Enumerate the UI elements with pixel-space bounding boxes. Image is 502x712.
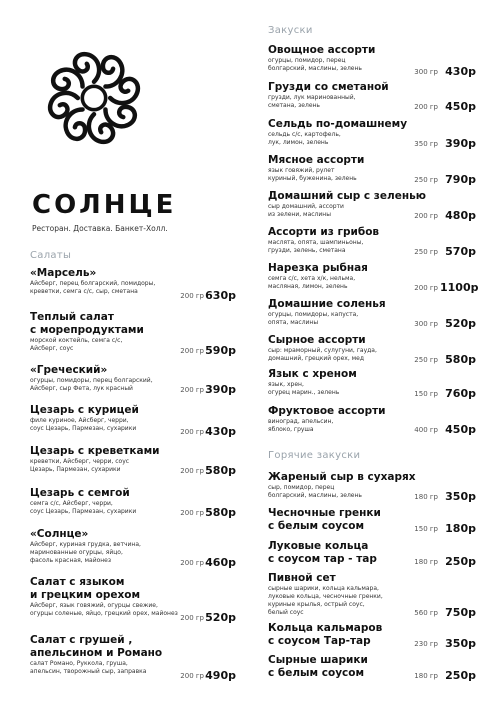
item-desc: опята, маслины (268, 319, 319, 327)
item-desc: семга с/с, хета х/к, нельма, (268, 275, 356, 283)
menu-item (268, 118, 476, 152)
item-weight: 150 гр (414, 390, 438, 398)
item-name: Язык с хреном (268, 368, 357, 380)
item-name: Цезарь с курицей (30, 404, 139, 416)
item-name: Домашние соленья (268, 298, 386, 310)
item-desc: масляная, лимон, зелень (268, 283, 348, 291)
menu-item (30, 487, 242, 525)
menu-item (268, 81, 476, 115)
item-name-line2: с морепродуктами (30, 324, 144, 337)
item-price: 390р (445, 137, 476, 150)
item-name: Грузди со сметаной (268, 81, 389, 93)
item-price: 460р (205, 556, 236, 569)
brand-block (28, 28, 228, 233)
item-weight: 350 гр (414, 140, 438, 148)
item-desc: Айсберг, язык говяжий, огурцы свежие, (30, 602, 158, 610)
item-desc: соус Цезарь, Пармезан, сухарики (30, 508, 137, 516)
item-weight: 400 гр (414, 426, 438, 434)
item-desc: салат Романо, Руккола, груша, (30, 660, 128, 668)
section-title-hot-snacks: Горячие закуски (268, 450, 361, 461)
item-desc: огурцы, помидор, перец (268, 57, 346, 65)
item-weight: 200 гр (180, 347, 204, 355)
item-weight: 200 гр (180, 467, 204, 475)
item-name: «Греческий» (30, 364, 108, 376)
item-weight: 300 гр (414, 320, 438, 328)
item-name-line2: апельсином и Романо (30, 647, 163, 660)
item-desc: огурцы, помидоры, перец болгарский, (30, 377, 153, 385)
item-name-line2: с белым соусом (268, 520, 365, 533)
item-desc: сырные шарики, кольца кальмара, (268, 585, 379, 593)
item-desc: лук, лимон, зелень (268, 139, 329, 147)
item-price: 580р (205, 464, 236, 477)
item-desc: креветки, семга с/с, сыр, сметана (30, 288, 138, 296)
menu-item (268, 507, 476, 537)
item-desc: сметана, зелень (268, 102, 320, 110)
item-price: 1100р (440, 281, 479, 294)
item-name-line2: с соусом Тар-тар (268, 635, 371, 648)
item-weight: 200 гр (180, 614, 204, 622)
menu-item (268, 226, 476, 260)
item-weight: 200 гр (414, 212, 438, 220)
item-weight: 250 гр (414, 356, 438, 364)
menu-item (268, 622, 476, 652)
item-desc: Айсберг, сыр Фета, лук красный (30, 385, 133, 393)
item-price: 760р (445, 387, 476, 400)
item-price: 390р (205, 383, 236, 396)
item-name: Луковые кольца (268, 540, 369, 552)
item-desc: куриные крылья, острый соус, (268, 601, 365, 609)
item-price: 580р (205, 506, 236, 519)
item-name: Ассорти из грибов (268, 226, 380, 238)
item-price: 430р (205, 425, 236, 438)
menu-item (268, 334, 476, 368)
item-desc: сыр, помидор, перец (268, 484, 335, 492)
item-desc: домашний, грецкий орех, мед (268, 355, 365, 363)
item-weight: 230 гр (414, 640, 438, 648)
item-price: 430р (445, 65, 476, 78)
section-title-salads: Салаты (30, 250, 72, 261)
item-price: 250р (445, 555, 476, 568)
item-desc: семга с/с, Айсберг, черри, (30, 500, 113, 508)
menu-item (268, 654, 476, 684)
menu-item (268, 190, 476, 224)
menu-item (268, 471, 476, 505)
item-weight: 200 гр (180, 292, 204, 300)
item-name: Домашний сыр с зеленью (268, 190, 426, 202)
item-desc: Айсберг, соус (30, 345, 74, 353)
item-weight: 560 гр (414, 609, 438, 617)
item-name: Салат с грушей , (30, 634, 133, 646)
item-price: 450р (445, 100, 476, 113)
item-desc: луковые кольца, чесночные гренки, (268, 593, 383, 601)
menu-item (30, 311, 242, 361)
menu-item (30, 634, 242, 684)
menu-item (268, 298, 476, 332)
item-name: «Марсель» (30, 267, 97, 279)
menu-item (30, 576, 242, 626)
item-desc: огурец марин., зелень (268, 389, 340, 397)
item-name: Чесночные гренки (268, 507, 381, 519)
item-desc: сельдь с/с, картофель, (268, 131, 341, 139)
item-desc: Айсберг, перец болгарский, помидоры, (30, 280, 156, 288)
menu-item (30, 267, 242, 305)
item-desc: виноград, апельсин, (268, 418, 334, 426)
item-name-line2: с белым соусом (268, 667, 365, 680)
item-desc: маринованные огурцы, яйцо, (30, 549, 123, 557)
item-desc: креветки, Айсберг, черри, соус (30, 458, 130, 466)
item-desc: сыр: мраморный, сулугуни, гауда, (268, 347, 377, 355)
section-title-snacks: Закуски (268, 25, 313, 36)
item-desc: грузди, зелень, сметана (268, 247, 346, 255)
item-name: Жареный сыр в сухарях (268, 471, 416, 483)
item-weight: 200 гр (180, 428, 204, 436)
item-price: 180р (445, 522, 476, 535)
item-desc: язык говяжий, рулет (268, 167, 335, 175)
item-weight: 200 гр (414, 284, 438, 292)
item-price: 790р (445, 173, 476, 186)
item-weight: 200 гр (414, 103, 438, 111)
item-name: «Солнце» (30, 528, 89, 540)
item-desc: из зелени, маслины (268, 211, 331, 219)
item-name: Теплый салат (30, 311, 114, 323)
item-price: 570р (445, 245, 476, 258)
item-name: Цезарь с семгой (30, 487, 130, 499)
item-price: 520р (205, 611, 236, 624)
item-name: Сельдь по-домашнему (268, 118, 408, 130)
item-desc: белый соус (268, 609, 304, 617)
item-weight: 200 гр (180, 559, 204, 567)
item-desc: огурцы соленые, яйцо, грецкий орех, майонез (30, 610, 178, 618)
item-desc: филе куриное, Айсберг, черри, (30, 417, 129, 425)
item-desc: Цезарь, Пармезан, сухарики (30, 466, 121, 474)
item-name-line2: и грецким орехом (30, 589, 141, 602)
menu-item (30, 364, 242, 402)
menu-item (268, 154, 476, 188)
item-desc: соус Цезарь, Пармезан, сухарики (30, 425, 137, 433)
item-weight: 180 гр (414, 672, 438, 680)
item-price: 750р (445, 606, 476, 619)
item-weight: 200 гр (180, 672, 204, 680)
item-name: Цезарь с креветками (30, 445, 160, 457)
menu-item (268, 44, 476, 78)
item-desc: болгарский, маслины, зелень (268, 65, 362, 73)
item-desc: апельсин, творожный сыр, заправка (30, 668, 147, 676)
item-desc: куриный, буженина, зелень (268, 175, 357, 183)
item-desc: огурцы, помидоры, капуста, (268, 311, 359, 319)
item-weight: 250 гр (414, 176, 438, 184)
item-name: Овощное ассорти (268, 44, 376, 56)
item-desc: фасоль красная, майонез (30, 557, 112, 565)
item-desc: сыр домашний, ассорти (268, 203, 344, 211)
item-price: 450р (445, 423, 476, 436)
item-price: 350р (445, 490, 476, 503)
menu-item (268, 368, 476, 402)
item-name: Нарезка рыбная (268, 262, 368, 274)
item-desc: Айсберг, куриная грудка, ветчина, (30, 541, 141, 549)
item-price: 250р (445, 669, 476, 682)
brand-tagline: Ресторан. Доставка. Банкет-Холл. (32, 224, 168, 233)
item-name: Салат с языком (30, 576, 125, 588)
menu-item (30, 445, 242, 483)
item-weight: 250 гр (414, 248, 438, 256)
item-price: 480р (445, 209, 476, 222)
sun-logo-icon (40, 28, 148, 168)
item-name: Фруктовое ассорти (268, 405, 386, 417)
menu-item (268, 572, 476, 618)
brand-name: СОЛНЦЕ (32, 190, 177, 220)
item-price: 590р (205, 344, 236, 357)
item-desc: язык, хрен, (268, 381, 304, 389)
item-name: Мясное ассорти (268, 154, 365, 166)
menu-item (30, 404, 242, 442)
item-desc: маслята, опята, шампиньоны, (268, 239, 364, 247)
menu-item (268, 262, 479, 296)
item-weight: 300 гр (414, 68, 438, 76)
item-weight: 150 гр (414, 525, 438, 533)
item-name: Кольца кальмаров (268, 622, 383, 634)
item-weight: 180 гр (414, 493, 438, 501)
menu-item (268, 540, 476, 570)
item-desc: грузди, лук маринованный, (268, 94, 356, 102)
item-price: 580р (445, 353, 476, 366)
item-desc: яблоко, груша (268, 426, 314, 434)
item-name-line2: с соусом тар - тар (268, 553, 377, 566)
item-weight: 180 гр (414, 558, 438, 566)
item-price: 630р (205, 289, 236, 302)
item-name: Пивной сет (268, 572, 336, 584)
menu-item (268, 405, 476, 439)
item-weight: 200 гр (180, 386, 204, 394)
item-price: 520р (445, 317, 476, 330)
item-desc: болгарский, маслины, зелень (268, 492, 362, 500)
item-name: Сырное ассорти (268, 334, 366, 346)
item-desc: морской коктейль, семга с/с, (30, 337, 123, 345)
item-name: Сырные шарики (268, 654, 368, 666)
item-price: 490р (205, 669, 236, 682)
item-price: 350р (445, 637, 476, 650)
item-weight: 200 гр (180, 509, 204, 517)
menu-item (30, 528, 242, 572)
